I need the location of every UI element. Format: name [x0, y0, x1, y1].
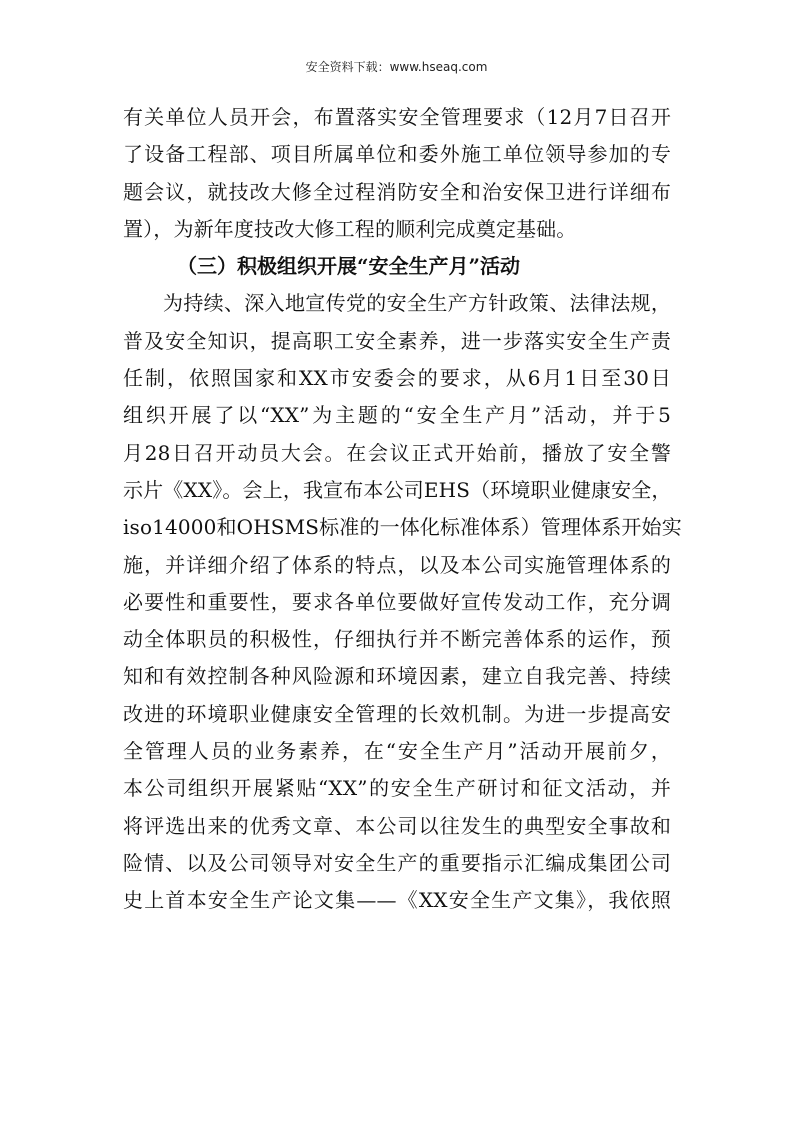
text-line: 改进的环境职业健康安全管理的长效机制。为进一步提高安: [123, 701, 671, 726]
site-download-text: 安全资料下载：www.hseaq.com: [305, 60, 488, 74]
text-line: 组织开展了以“XX”为主题的“安全生产月”活动，并于5: [123, 403, 671, 428]
page-header: [0, 58, 793, 75]
paragraph-2: [123, 285, 682, 919]
text-line: 将评选出来的优秀文章、本公司以往发生的典型安全事故和: [123, 813, 671, 838]
text-line: 知和有效控制各种风险源和环境因素，建立自我完善、持续: [123, 664, 671, 689]
text-line: 示片《XX》。会上，我宣布本公司EHS（环境职业健康安全，: [123, 477, 672, 502]
text-line: 了设备工程部、项目所属单位和委外施工单位领导参加的专: [123, 142, 671, 167]
text-line: 史上首本安全生产论文集——《XX安全生产文集》，我依照: [123, 888, 671, 913]
text-line: 任制，依照国家和XX市安委会的要求，从6月1日至30日: [123, 366, 671, 391]
text-line: 必要性和重要性，要求各单位要做好宣传发动工作，充分调: [123, 589, 671, 614]
text-line: 全管理人员的业务素养，在“安全生产月”活动开展前夕，: [123, 739, 671, 764]
text-line: 施，并详细介绍了体系的特点，以及本公司实施管理体系的: [123, 552, 671, 577]
text-line: 为持续、深入地宣传党的安全生产方针政策、法律法规，: [163, 291, 671, 316]
text-line: 月28日召开动员大会。在会议正式开始前，播放了安全警: [123, 440, 671, 465]
text-line: 普及安全知识，提高职工安全素养，进一步落实安全生产责: [123, 328, 671, 353]
text-line: 本公司组织开展紧贴“XX”的安全生产研讨和征文活动，并: [123, 776, 671, 801]
text-line: 动全体职员的积极性，仔细执行并不断完善体系的运作，预: [123, 627, 671, 652]
text-line: 置），为新年度技改大修工程的顺利完成奠定基础。: [123, 216, 577, 241]
paragraph-1: [123, 99, 671, 248]
document-body: [123, 99, 682, 920]
text-line: 有关单位人员开会，布置落实安全管理要求（12月7日召开: [123, 105, 671, 129]
text-line: 题会议，就技改大修全过程消防安全和治安保卫进行详细布: [123, 179, 671, 204]
section-heading: （三）积极组织开展“安全生产月”活动: [177, 254, 521, 279]
text-line: 险情、以及公司领导对安全生产的重要指示汇编成集团公司: [123, 850, 671, 875]
text-line: iso14000和OHSMS标准的一体化标准体系）管理体系开始实: [123, 515, 682, 540]
